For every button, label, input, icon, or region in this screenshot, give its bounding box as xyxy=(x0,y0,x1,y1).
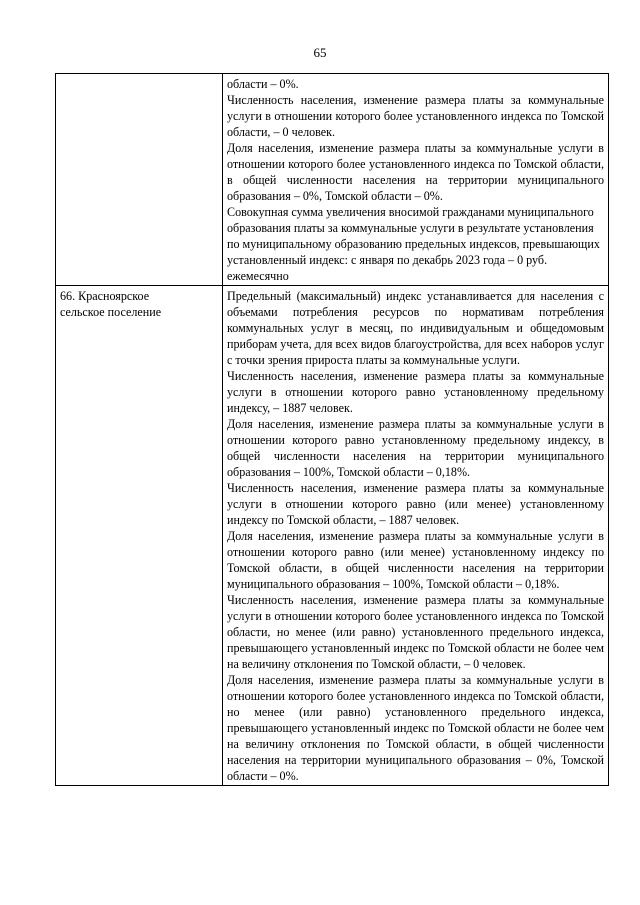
paragraph: Доля населения, изменение размера платы за коммунальные услуги в отношении которого более установленного индекса по Томской области, в общей численности населения на территории муниципального образования – 0%, Томской области – 0%. xyxy=(227,141,604,203)
table-row xyxy=(56,74,609,286)
paragraph: Совокупная сумма увеличения вносимой гражданами муниципального образования платы за коммунальные услуги в результате установления по муниципальному образованию предельных индексов, превышающих установленный индекс: с января по декабрь 2023 года – 0 руб. ежемесячно xyxy=(227,205,600,283)
paragraph: Доля населения, изменение размера платы за коммунальные услуги в отношении которого более установленного индекса по Томской области, но менее (или равно) установленного предельного индекса, превышающего установленный индекс по Томской области не более чем на величину отклонения по Томской области, в общей численности населения на территории муниципального образования – 0%, Томской области – 0%. xyxy=(227,673,604,783)
paragraph: Предельный (максимальный) индекс устанавливается для населения с объемами потребления ресурсов по нормативам потребления коммунальных услуг в месяц, по индивидуальным и общедомовым приборам учета, для всех видов благоустройства, для всех наборов услуг с точки зрения прироста платы за коммунальные услуги. xyxy=(227,289,605,367)
paragraph: области – 0%. xyxy=(227,77,299,91)
index-table xyxy=(55,73,609,786)
municipality-name-line: 66. Красноярское xyxy=(60,289,150,303)
paragraph: Численность населения, изменение размера платы за коммунальные услуги в отношении которого более установленного индекса по Томской области, но менее (или равно) установленного предельного индекса, превышающего установленный индекс по Томской области не более чем на величину отклонения по Томской области, – 0 человек. xyxy=(227,593,604,671)
paragraph: Доля населения, изменение размера платы за коммунальные услуги в отношении которого равно (или менее) установленному индексу по Томской области, в общей численности населения на территории муниципального образования – 100%, Томской области – 0,18%. xyxy=(227,529,604,591)
table-row xyxy=(56,286,609,786)
municipality-name-line: сельское поселение xyxy=(60,305,162,319)
details-cell xyxy=(223,286,609,786)
municipality-cell xyxy=(56,286,223,786)
paragraph: Доля населения, изменение размера платы за коммунальные услуги в отношении которого равно установленному предельному индексу, в общей численности населения на территории муниципального образования – 100%, Томской области – 0,18%. xyxy=(227,417,604,479)
paragraph: Численность населения, изменение размера платы за коммунальные услуги в отношении которого более установленного индекса по Томской области, – 0 человек. xyxy=(227,93,604,139)
municipality-cell xyxy=(56,74,223,286)
paragraph: Численность населения, изменение размера платы за коммунальные услуги в отношении которого равно установленному предельному индексу, – 1887 человек. xyxy=(227,369,604,415)
details-cell xyxy=(223,74,609,286)
paragraph: Численность населения, изменение размера платы за коммунальные услуги в отношении которого равно (или менее) установленному индексу по Томской области, – 1887 человек. xyxy=(227,481,604,527)
page-number: 65 xyxy=(313,45,327,60)
